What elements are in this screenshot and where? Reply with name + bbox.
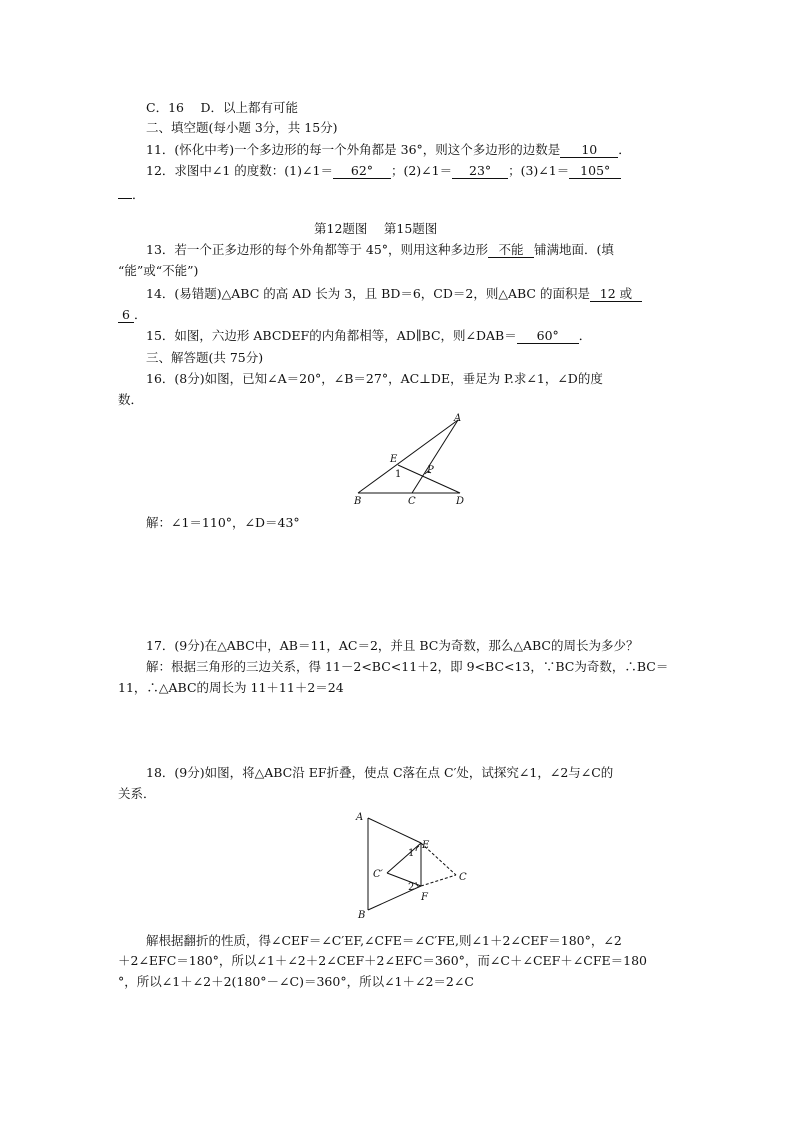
question-17: 17．(9分)在△ABC中，AB＝11，AC＝2，并且 BC为奇数，那么△ABC的周长为多少？ [146,638,639,653]
label-a: A [454,413,462,424]
label-b: B [358,910,366,921]
q18-solution-2: ＋2∠EFC＝180°，所以∠1＋∠2＋2∠CEF＋2∠EFC＝360°，而∠C＋∠CEF＋∠CFE＝180 [118,953,648,968]
q17-solution-1: 解：根据三角形的三边关系，得 11－2<BC<11＋2，即 9<BC<13，∵BC为奇数，∴BC＝ [146,659,669,674]
label-angle-1: 1 [408,848,415,859]
label-d: D [456,496,465,507]
question-15: 15．如图，六边形 ABCDEF的内角都相等，AD∥BC，则∠DAB＝ 60° ． [146,328,592,343]
question-11: 11．(怀化中考)一个多边形的每一个外角都是 36°，则这个多边形的边数是 10 ． [146,142,631,157]
label-angle-1: 1 [395,469,402,480]
q14-continued: 6 ． [118,307,147,323]
q18-solution-3: °，所以∠1＋∠2＋2(180°－∠C)＝360°，所以∠1＋∠2＝2∠C [118,974,474,989]
q12-answer-3: 105° [569,164,621,179]
figure-captions: 第12题图 第15题图 [314,221,438,236]
q18-solution-1: 解根据翻折的性质，得∠CEF＝∠C′EF,∠CFE＝∠C′FE,则∠1＋2∠CEF＝180°，∠2 [146,933,622,948]
q17-solution-2: 11，∴△ABC的周长为 11＋11＋2＝24 [118,680,344,695]
question-14: 14．(易错题)△ABC 的高 AD 长为 3，且 BD＝6，CD＝2，则△ABC 的面积是 12 或 [146,286,642,302]
label-p: P [427,465,434,476]
q16-continued: 数． [118,392,144,407]
label-c: C [408,496,416,507]
q10-options: C．16 D．以上都有可能 [146,100,298,115]
label-angle-2: 2 [408,882,415,893]
q16-solution: 解：∠1＝110°，∠D＝43° [146,515,300,530]
question-18: 18．(9分)如图，将△ABC沿 EF折叠，使点 C落在点 C′处，试探究∠1，∠2与∠C的 [146,765,614,780]
q12-answer-2: 23° [452,164,508,179]
q12-answer-1: 62° [333,164,391,179]
question-13: 13．若一个正多边形的每个外角都等于 45°，则用这种多边形 不能 铺满地面．(填 [146,242,614,257]
q12-end: ． [118,184,145,203]
section-3-heading: 三、解答题(共 75分) [146,350,264,365]
label-b: B [354,496,362,507]
label-e: E [390,454,398,465]
label-f: F [421,892,428,903]
q14-answer: 12 或 [590,287,642,302]
q11-answer: 10 [560,143,618,158]
label-e: E [422,840,430,851]
q18-continued: 关系． [118,786,156,801]
section-2-heading: 二、填空题(每小题 3分，共 15分) [146,120,338,135]
figure-16 [350,410,470,510]
q13-continued: “能”或“不能”) [118,263,199,278]
label-c: C [459,872,467,883]
q13-answer: 不能 [488,243,534,258]
figure-18 [350,810,480,922]
label-a: A [356,812,364,823]
question-16: 16．(8分)如图，已知∠A＝20°，∠B＝27°，AC⊥DE，垂足为 P.求∠1，∠D的度 [146,371,603,386]
q15-answer: 60° [517,329,579,344]
question-12: 12．求图中∠1 的度数：(1)∠1＝ 62° ；(2)∠1＝ 23° ；(3)∠1＝ 105° [146,163,621,179]
label-c-prime: C′ [373,869,383,880]
